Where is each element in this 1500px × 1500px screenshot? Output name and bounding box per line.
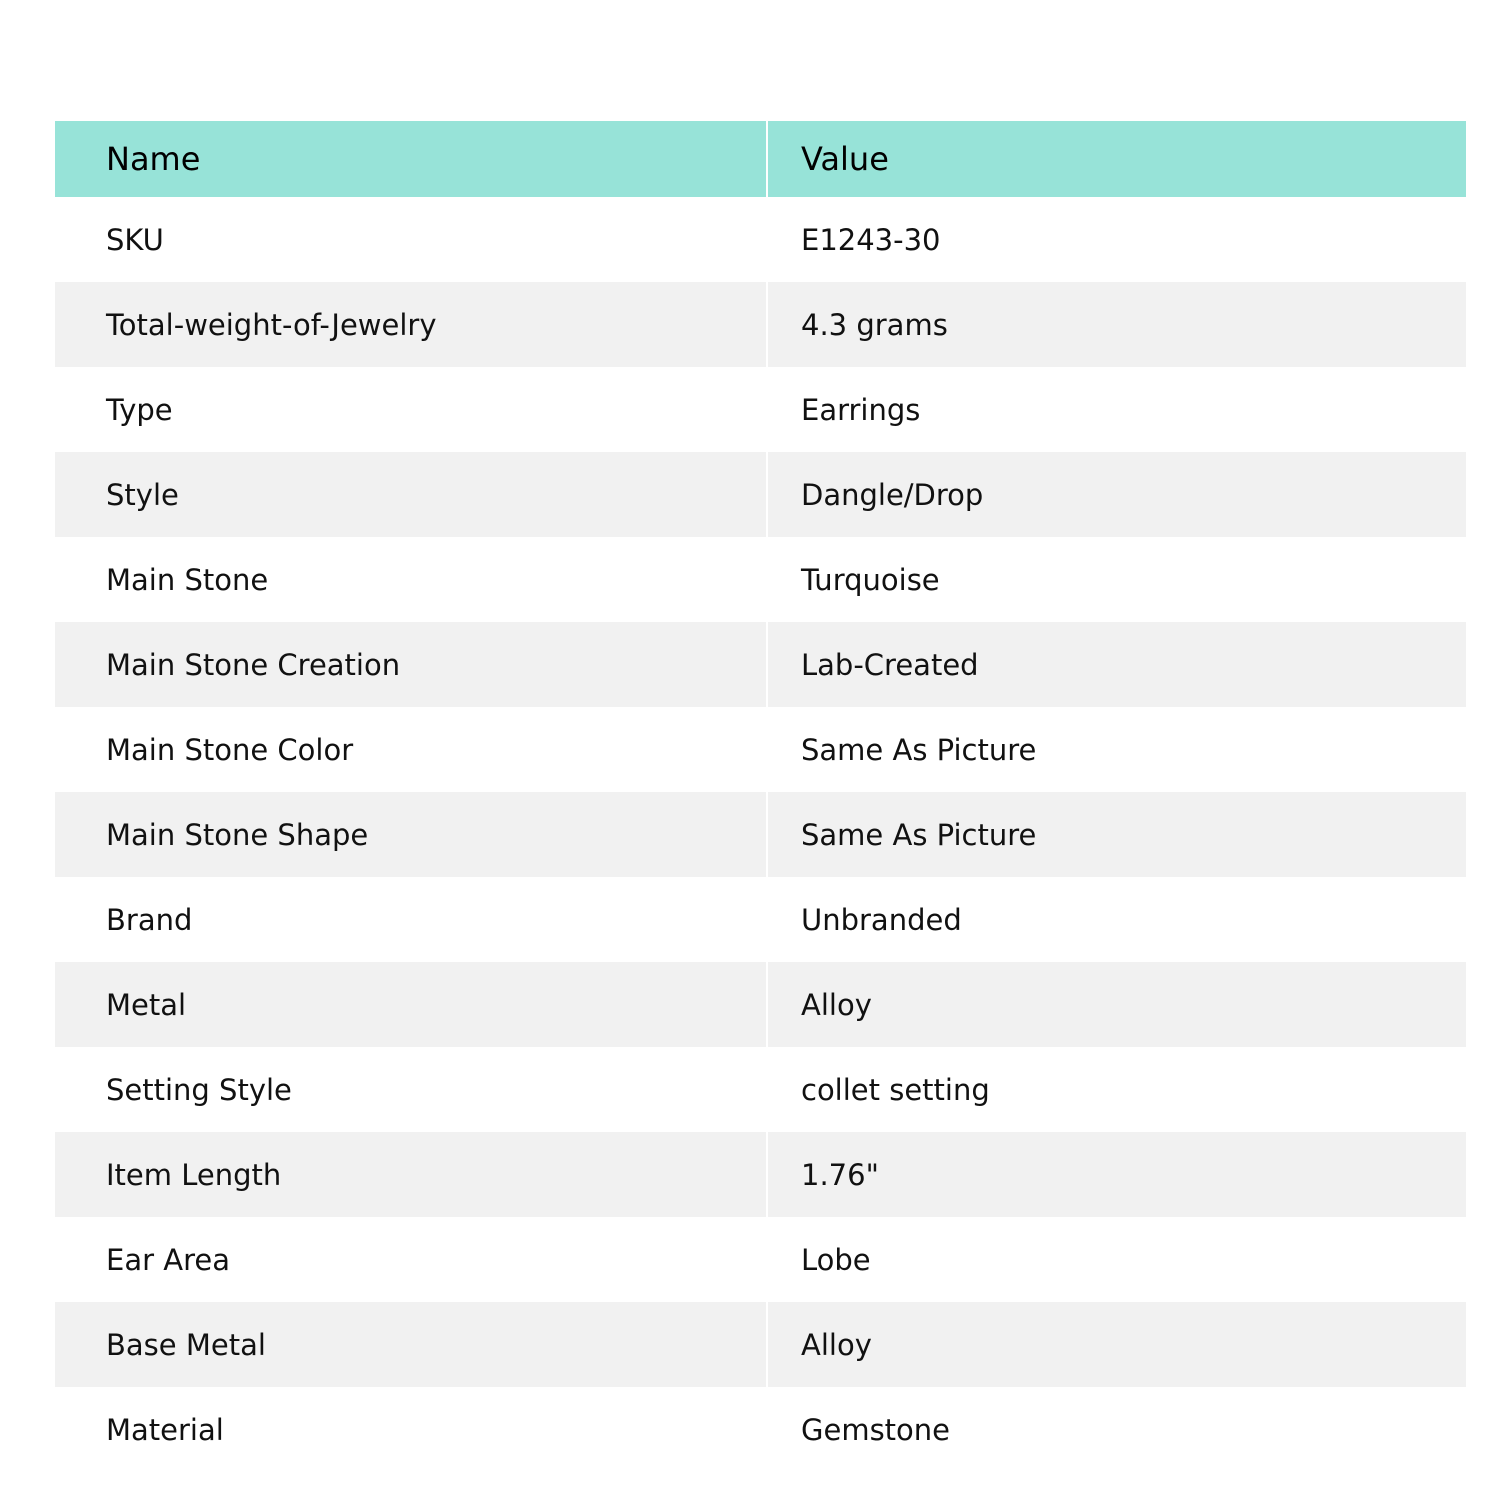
table-row (55, 1132, 1466, 1217)
spec-name-cell: Type (55, 367, 767, 452)
spec-name-cell: Main Stone Creation (55, 622, 767, 707)
spec-value-cell: E1243-30 (801, 222, 941, 257)
spec-name-cell: Main Stone Shape (55, 792, 767, 877)
table-row (55, 1217, 1466, 1302)
spec-name-cell: Style (55, 452, 767, 537)
spec-name-cell: Brand (55, 877, 767, 962)
spec-name-cell: Item Length (55, 1132, 767, 1217)
table-row (55, 792, 1466, 877)
table-row (55, 197, 1466, 282)
spec-name-cell: Setting Style (55, 1047, 767, 1132)
spec-name-cell: Metal (55, 962, 767, 1047)
specifications-table (55, 121, 1466, 1472)
spec-name-cell: Base Metal (55, 1302, 767, 1387)
spec-name-cell: Main Stone (55, 537, 767, 622)
table-row (55, 707, 1466, 792)
table-row (55, 962, 1466, 1047)
spec-value-cell: 4.3 grams (767, 282, 1466, 367)
table-row (55, 452, 1466, 537)
value-column-header: Value (767, 121, 1466, 197)
table-row (55, 1302, 1466, 1387)
spec-name-cell: Material (55, 1387, 767, 1472)
spec-value-cell: Earrings (801, 392, 921, 427)
spec-value-cell: Dangle/Drop (767, 452, 1466, 537)
spec-name-cell: Total-weight-of-Jewelry (55, 282, 767, 367)
spec-value-cell: Unbranded (801, 902, 962, 937)
table-row (55, 622, 1466, 707)
spec-value-cell: Alloy (767, 962, 1466, 1047)
table-row (55, 1387, 1466, 1472)
spec-value-cell: Turquoise (801, 562, 940, 597)
spec-value-cell: 1.76" (767, 1132, 1466, 1217)
spec-value-cell: Lobe (801, 1242, 871, 1277)
table-row (55, 282, 1466, 367)
table-row (55, 1047, 1466, 1132)
table-row (55, 537, 1466, 622)
spec-name-cell: SKU (55, 197, 767, 282)
spec-value-cell: Lab-Created (767, 622, 1466, 707)
spec-value-cell: Gemstone (801, 1412, 951, 1447)
name-column-header: Name (55, 121, 767, 197)
table-row (55, 367, 1466, 452)
spec-value-cell: Same As Picture (767, 792, 1466, 877)
table-header-row (55, 121, 1466, 197)
spec-value-cell: Alloy (767, 1302, 1466, 1387)
spec-value-cell: collet setting (801, 1072, 990, 1107)
spec-value-cell: Same As Picture (801, 732, 1037, 767)
spec-name-cell: Ear Area (55, 1217, 767, 1302)
spec-name-cell: Main Stone Color (55, 707, 767, 792)
table-row (55, 877, 1466, 962)
